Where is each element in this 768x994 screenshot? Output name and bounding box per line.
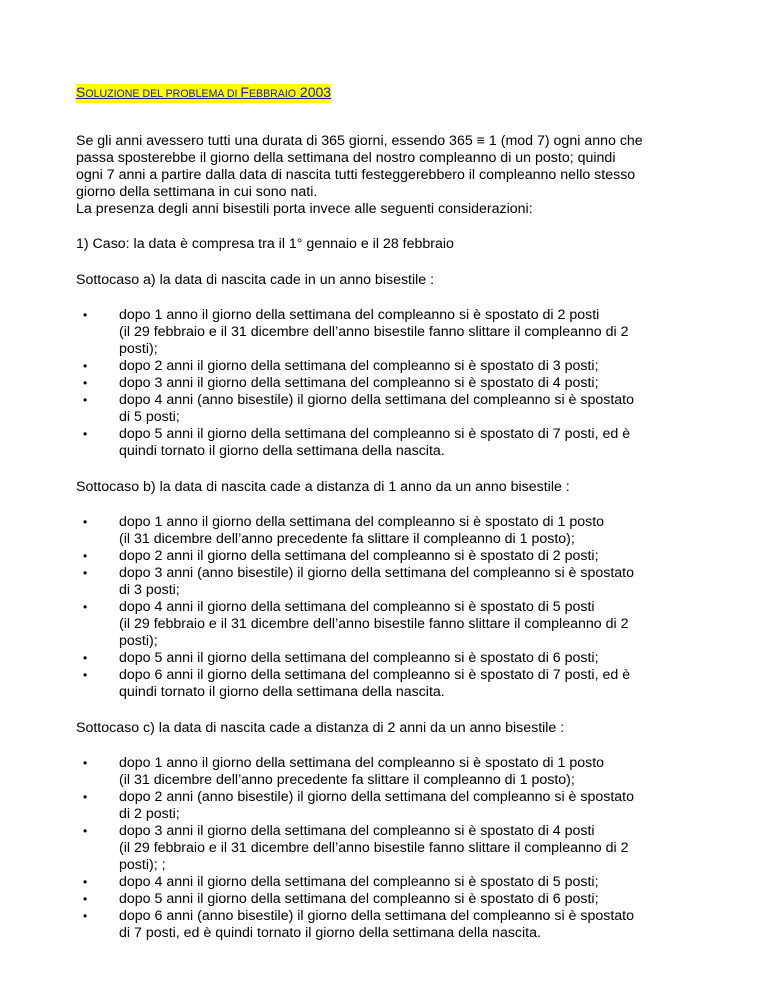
subcase-a-list [76,307,706,460]
bullet-icon: • [83,549,88,563]
case-1-heading: 1) Caso: la data è compresa tra il 1° gennaio e il 28 febbraio [76,236,454,252]
bullet-icon: • [83,875,88,889]
bullet-icon: • [83,359,88,373]
list-item-line: dopo 4 anni (anno bisestile) il giorno della settimana del compleanno si è spostato [119,392,635,408]
list-item [83,874,706,891]
list-item [83,755,706,789]
list-item [83,375,706,392]
list-item-line: dopo 6 anni (anno bisestile) il giorno della settimana del compleanno si è spostato [119,908,635,924]
bullet-icon: • [83,566,88,580]
list-item [83,565,706,599]
list-item-line: posti); ; [119,857,166,873]
bullet-icon: • [83,651,88,665]
list-item [83,548,706,565]
list-item-line: (il 31 dicembre dell’anno precedente fa slittare il compleanno di 1 posto); [119,531,575,547]
bullet-icon: • [83,308,88,322]
list-item-line: dopo 3 anni (anno bisestile) il giorno della settimana del compleanno si è spostato [119,565,635,581]
list-item [83,358,706,375]
list-item [83,823,706,874]
intro-line: Se gli anni avessero tutti una durata di 365 giorni, essendo 365 ≡ 1 (mod 7) ogni anno che [76,133,643,149]
title-cap-s: S [76,84,86,100]
list-item-line: di 5 posti; [119,409,180,425]
list-item-line: dopo 5 anni il giorno della settimana del compleanno si è spostato di 6 posti; [119,650,599,666]
title-smallcaps-1: OLUZIONE DEL PROBLEMA DI [85,88,241,100]
list-item-line: posti); [119,633,158,649]
list-item-line: dopo 1 anno il giorno della settimana del compleanno si è spostato di 1 posto [119,755,605,771]
list-item [83,307,706,358]
list-item-line: di 2 posti; [119,806,180,822]
bullet-icon: • [83,909,88,923]
list-item-line: quindi tornato il giorno della settimana della nascita. [119,684,445,700]
intro-paragraph [76,133,706,218]
bullet-icon: • [83,892,88,906]
bullet-icon: • [83,515,88,529]
list-item-line: dopo 3 anni il giorno della settimana del compleanno si è spostato di 4 posti; [119,375,599,391]
list-item [83,667,706,701]
list-item-line: (il 29 febbraio e il 31 dicembre dell’anno bisestile fanno slittare il compleanno di 2 [119,840,629,856]
subcase-c-list [76,755,706,942]
list-item-line: dopo 2 anni il giorno della settimana del compleanno si è spostato di 2 posti; [119,548,599,564]
list-item-line: dopo 3 anni il giorno della settimana del compleanno si è spostato di 4 posti [119,823,595,839]
subcase-b-list [76,514,706,701]
list-item-line: (il 31 dicembre dell’anno precedente fa slittare il compleanno di 1 posto); [119,772,575,788]
bullet-icon: • [83,756,88,770]
bullet-icon: • [83,668,88,682]
bullet-icon: • [83,393,88,407]
list-item [83,426,706,460]
bullet-icon: • [83,824,88,838]
intro-line: giorno della settimana in cui sono nati. [76,184,318,200]
list-item-line: dopo 4 anni il giorno della settimana del compleanno si è spostato di 5 posti [119,599,595,615]
list-item-line: (il 29 febbraio e il 31 dicembre dell’anno bisestile fanno slittare il compleanno di 2 [119,324,629,340]
subcase-c-heading: Sottocaso c) la data di nascita cade a distanza di 2 anni da un anno bisestile : [76,720,565,736]
list-item-line: dopo 5 anni il giorno della settimana del compleanno si è spostato di 7 posti, ed è [119,426,631,442]
list-item-line: dopo 1 anno il giorno della settimana del compleanno si è spostato di 1 posto [119,514,605,530]
list-item [83,599,706,650]
title-year: 2003 [296,84,332,100]
list-item-line: dopo 4 anni il giorno della settimana del compleanno si è spostato di 5 posti; [119,874,599,890]
list-item [83,650,706,667]
list-item-line: di 7 posti, ed è quindi tornato il giorno della settimana della nascita. [119,925,541,941]
list-item-line: dopo 5 anni il giorno della settimana del compleanno si è spostato di 6 posti; [119,891,599,907]
title-smallcaps-2: EBBRAIO [248,88,297,100]
list-item [83,789,706,823]
bullet-icon: • [83,790,88,804]
bullet-icon: • [83,376,88,390]
page-title [76,84,331,103]
intro-line: ogni 7 anni a partire dalla data di nascita tutti festeggerebbero il compleanno nello stesso [76,167,636,183]
intro-line: passa sposterebbe il giorno della settimana del nostro compleanno di un posto; quindi [76,150,616,166]
list-item-line: dopo 2 anni il giorno della settimana del compleanno si è spostato di 3 posti; [119,358,599,374]
subcase-b-heading: Sottocaso b) la data di nascita cade a distanza di 1 anno da un anno bisestile : [76,479,570,495]
list-item-line: (il 29 febbraio e il 31 dicembre dell’anno bisestile fanno slittare il compleanno di 2 [119,616,629,632]
list-item-line: posti); [119,341,158,357]
title-cap-f: F [240,84,249,100]
list-item [83,908,706,942]
list-item [83,891,706,908]
intro-line: La presenza degli anni bisestili porta invece alle seguenti considerazioni: [76,201,533,217]
list-item-line: dopo 2 anni (anno bisestile) il giorno della settimana del compleanno si è spostato [119,789,635,805]
list-item-line: dopo 6 anni il giorno della settimana del compleanno si è spostato di 7 posti, ed è [119,667,631,683]
list-item-line: dopo 1 anno il giorno della settimana del compleanno si è spostato di 2 posti [119,307,600,323]
bullet-icon: • [83,600,88,614]
list-item [83,514,706,548]
list-item-line: quindi tornato il giorno della settimana della nascita. [119,443,445,459]
subcase-a-heading: Sottocaso a) la data di nascita cade in un anno bisestile : [76,272,435,288]
list-item-line: di 3 posti; [119,582,180,598]
document-page [76,84,706,942]
bullet-icon: • [83,427,88,441]
list-item [83,392,706,426]
